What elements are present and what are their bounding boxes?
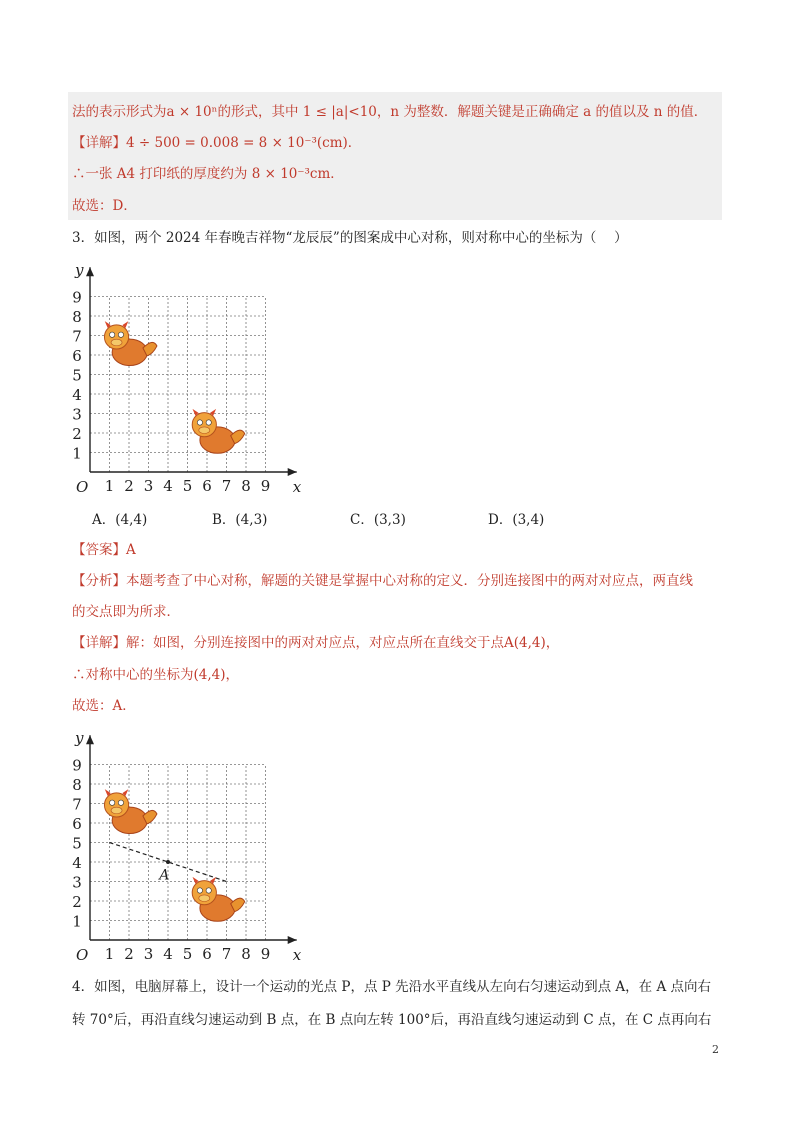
x-axis-label: x [292,946,302,964]
y-tick-label: 4 [72,854,82,872]
dragon-upper-image-mouth [111,339,122,346]
y-tick-label: 5 [72,834,82,853]
analysis-line-2: 的交点即为所求． [72,604,180,620]
y-tick-label: 1 [72,912,82,931]
x-tick-label: 5 [182,945,193,963]
x-tick-label: 9 [260,945,271,963]
dragon-upper-image-eye-left [110,332,115,337]
y-tick-label: 8 [72,308,82,326]
y-tick-label: 7 [72,327,82,346]
x-tick-label: 2 [124,945,134,963]
option-b: B．(4,3) [212,512,268,528]
answer-label: 【答案】A [72,542,136,558]
point-a-label: A [159,867,170,884]
x-tick-label: 4 [163,477,173,495]
dragon-upper-image [104,321,157,365]
dragon-upper-image [104,789,157,833]
origin-label: O [76,946,89,964]
question-3-stem: 3．如图，两个 2024 年春晚吉祥物“龙辰辰”的图案成中心对称，则对称中心的坐标为（ ） [72,230,628,246]
y-tick-label: 3 [72,405,82,424]
y-axis-arrow [86,267,94,276]
option-c: C．(3,3) [350,512,406,528]
y-tick-label: 6 [72,815,82,833]
x-axis-label: x [292,478,302,496]
answer-detail: 【详解】4 ÷ 500 = 0.008 = 8 × 10⁻³(cm)． [72,135,362,151]
detail-line-3: 故选：A． [72,698,136,714]
x-tick-label: 3 [143,945,154,963]
coordinate-grid-1 [64,258,304,498]
answer-line: 法的表示形式为a × 10ⁿ的形式，其中 1 ≤ |a|<10，n 为整数．解题关键是正确确定 a 的值以及 n 的值． [72,104,708,120]
x-tick-label: 9 [260,477,271,495]
y-tick-label: 5 [72,366,82,385]
y-tick-label: 2 [72,425,82,443]
y-tick-label: 9 [72,288,82,307]
y-tick-label: 8 [72,776,82,794]
x-axis-arrow [288,936,297,944]
x-tick-label: 1 [104,945,115,963]
origin-label: O [76,478,89,496]
dragon-upper-image-eye-left [110,800,115,805]
x-tick-label: 5 [182,477,193,495]
question-4-line-2: 转 70°后，再沿直线匀速运动到 B 点，在 B 点向左转 100°后，再沿直线匀速运动到 C 点，在 C 点再向右 [72,1012,712,1028]
y-tick-label: 3 [72,873,82,892]
detail-line-1: 【详解】解：如图，分别连接图中的两对对应点，对应点所在直线交于点A(4,4)， [72,635,560,651]
y-axis-arrow [86,735,94,744]
page-number: 2 [712,1043,719,1056]
x-tick-label: 6 [202,477,212,495]
y-axis-label: y [75,261,84,280]
x-tick-label: 2 [124,477,134,495]
dragon-lower-image-eye-left [197,888,202,893]
x-axis-arrow [288,468,297,476]
center-point-a [166,860,170,864]
y-tick-label: 2 [72,893,82,911]
y-tick-label: 4 [72,386,82,404]
x-tick-label: 6 [202,945,212,963]
coordinate-figure-1 [64,258,304,502]
coordinate-figure-2 [64,726,304,970]
x-tick-label: 7 [221,477,232,495]
question-4-line-1: 4．如图，电脑屏幕上，设计一个运动的光点 P，点 P 先沿水平直线从左向右匀速运动到点 A，在 A 点向右 [72,979,712,995]
option-a: A．(4,4) [92,512,148,528]
coordinate-grid-2 [64,726,304,966]
x-tick-label: 3 [143,477,154,495]
x-tick-label: 7 [221,945,232,963]
x-tick-label: 8 [241,945,251,963]
dragon-lower-image [192,877,245,921]
dragon-lower-image-eye-right [206,420,211,425]
answer-choice: 故选：D． [72,198,137,214]
x-tick-label: 1 [104,477,115,495]
analysis-line-1: 【分析】本题考查了中心对称，解题的关键是掌握中心对称的定义．分别连接图中的两对对应点，两直线 [72,573,693,589]
detail-line-2: ∴对称中心的坐标为(4,4)， [72,667,240,683]
dragon-lower-image-eye-right [206,888,211,893]
answer-conclusion: ∴一张 A4 打印纸的厚度约为 8 × 10⁻³cm． [72,166,344,182]
option-d: D．(3,4) [488,512,545,528]
dragon-upper-image-mouth [111,807,122,814]
y-tick-label: 1 [72,444,82,463]
y-tick-label: 6 [72,347,82,365]
dragon-upper-image-eye-right [118,800,123,805]
y-axis-label: y [75,729,84,748]
x-tick-label: 4 [163,945,173,963]
y-tick-label: 9 [72,756,82,775]
y-tick-label: 7 [72,795,82,814]
dragon-lower-image-mouth [199,427,210,434]
dragon-lower-image-eye-left [197,420,202,425]
dragon-lower-image [192,409,245,453]
x-tick-label: 8 [241,477,251,495]
dragon-upper-image-eye-right [118,332,123,337]
dragon-lower-image-mouth [199,895,210,902]
